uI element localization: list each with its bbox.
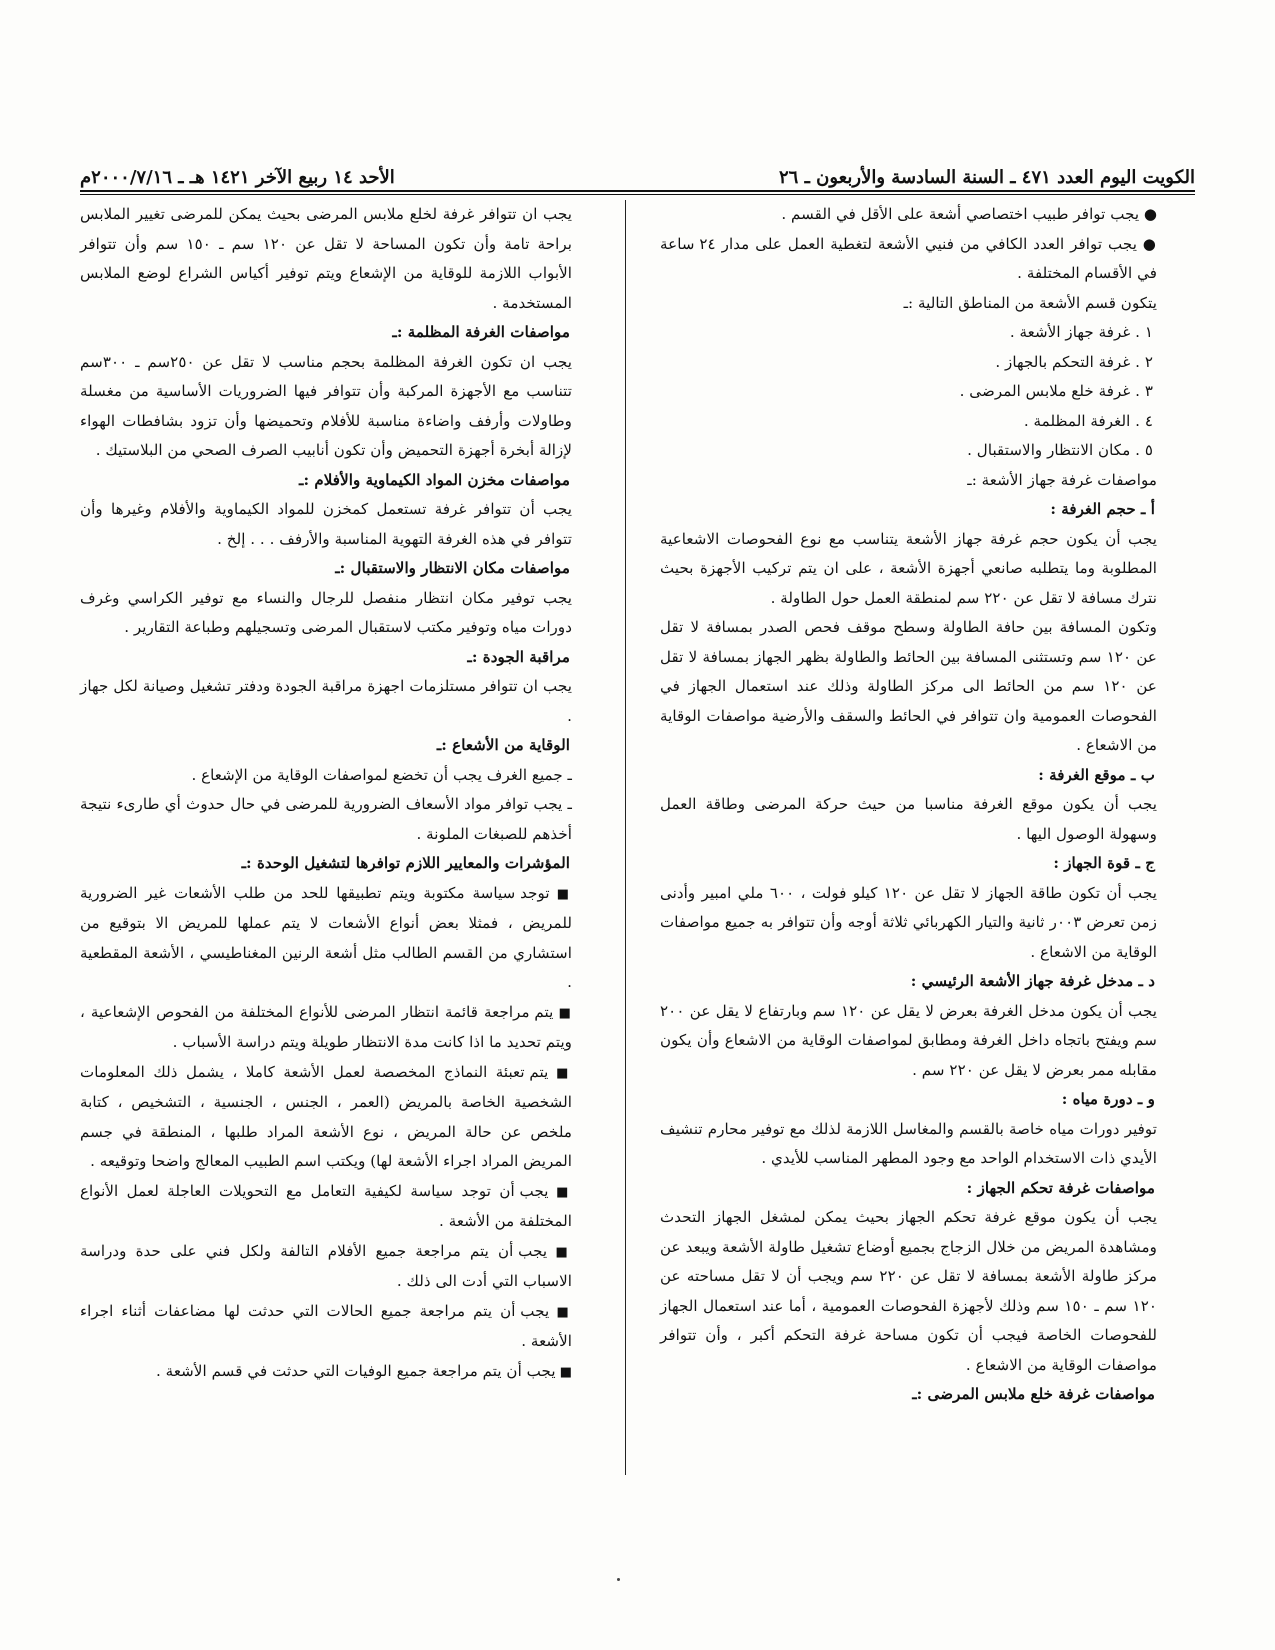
bullet-item: ■ يجب أن يتم مراجعة جميع الحالات التي حدثت لها مضاعفات أثناء اجراء الأشعة . [80,1297,610,1357]
list-item: ٣ . غرفة خلع ملابس المرضى . [959,382,1153,400]
paragraph: توفير دورات مياه خاصة بالقسم والمغاسل اللازمة لذلك مع توفير محارم تنشيف الأيدي ذات الاستخدام الواحد مع وجود المطهر المناسب للأيدي . [660,1119,1157,1167]
page-speck [617,1578,620,1581]
header-rule [80,190,1195,192]
bullet-item: ■ يجب أن يتم مراجعة جميع الوفيات التي حدثت في قسم الأشعة . [80,1357,610,1388]
list-item: ١ . غرفة جهاز الأشعة . [1009,323,1153,341]
paragraph: يجب أن يكون موقع غرفة تحكم الجهاز بحيث يمكن لمشغل الجهاز التحدث ومشاهدة المريض من خلال الزجاج بجميع أوضاع تشغيل طاولة الأشعة ويبعد عن مركز طاولة الأشعة بمسافة لا تقل عن ٢٢٠ سم ويجب أن لا تقل مساحته عن ١٢٠ سم ـ ١٥٠ سم وذلك لأجهزة الفحوصات العمومية ، أما عند استعمال الجهاز للفحوصات الخاصة فيجب أن تكون مساحة غرفة التحكم أكبر ، وأن تتوافر مواصفات الوقاية من الاشعاع . [660,1208,1158,1374]
section-heading: مواصفات غرفة خلع ملابس المرضى :ـ [912,1385,1155,1403]
section-heading: مواصفات الغرفة المظلمة :ـ [392,323,570,341]
bullet-item: ● يجب توافر العدد الكافي من فنيي الأشعة لتغطية العمل على مدار ٢٤ ساعة في الأقسام المختلفة . [660,230,1195,289]
list-item: ٥ . مكان الانتظار والاستقبال . [967,441,1153,459]
list-item: ٢ . غرفة التحكم بالجهاز . [995,352,1153,371]
paragraph: يجب أن تتوافر غرفة تستعمل كمخزن للمواد الكيماوية والأفلام وغيرها وأن تتوافر في هذه الغرفة التهوية المناسبة والأرفف . . . إلخ . [80,500,572,548]
section-heading: أ ـ حجم الغرفة : [1050,500,1155,518]
section-heading: مراقبة الجودة :ـ [467,647,570,666]
bullet-item: ■ توجد سياسة مكتوبة ويتم تطبيقها للحد من طلب الأشعات غير الضرورية للمريض ، فمثلا بعض أنواع الأشعات لا يتم عملها للمريض الا بتوقيع من استشاري من القسم الطالب مثل أشعة الرنين المغناطيسي ، الأشعة المقطعية . [80,879,610,998]
header-rule-thin [80,194,1195,195]
paragraph: يجب أن يكون حجم غرفة جهاز الأشعة يتناسب مع نوع الفحوصات الاشعاعية المطلوبة وما يتطلبه صانعي أجهزة الأشعة ، على ان يتم تركيب الأجهزة بحيث نترك مسافة لا تقل عن ٢٢٠ سم لمنطقة العمل حول الطاولة . [660,529,1157,607]
section-heading: ج ـ قوة الجهاز : [1053,854,1155,872]
right-column [660,200,1195,1410]
section-heading: مواصفات مكان الانتظار والاستقبال :ـ [335,559,570,577]
bullet-item: ● يجب توافر طبيب اختصاصي أشعة على الأقل في القسم . [660,200,1195,230]
paragraph: يجب ان تكون الغرفة المظلمة بحجم مناسب لا تقل عن ٢٥٠سم ـ ٣٠٠سم تتناسب مع الأجهزة المركبة وأن تتوافر فيها الضروريات الأساسية من مغسلة وطاولات وأرفف واضاءة مناسبة للأفلام وتحميضها وأن تزود بشافطات الهواء لإزالة أبخرة أجهزة التحميض وأن تكون أنابيب الصرف الصحي من البلاستيك . [80,352,572,459]
paragraph: مواصفات غرفة جهاز الأشعة :ـ [967,470,1157,489]
bullet-item: ■ يتم تعبئة النماذج المخصصة لعمل الأشعة كاملا ، يشمل ذلك المعلومات الشخصية الخاصة بالمريض (العمر ، الجنس ، الجنسية ، التشخيص ، كتابة ملخص عن حالة المريض ، نوع الأشعة المراد طلبها ، المنطقة في جسم المريض المراد اجراء الأشعة لها) ويكتب اسم الطبيب المعالج واضحا وتوقيعه . [80,1058,610,1177]
paragraph: ـ جميع الغرف يجب أن تخضع لمواصفات الوقاية من الإشعاع . [191,765,572,784]
paragraph: يجب ان تتوافر مستلزمات اجهزة مراقبة الجودة ودفتر تشغيل وصيانة لكل جهاز . [80,677,572,725]
list-item: ٤ . الغرفة المظلمة . [1023,411,1153,430]
bullet-item: ■ يجب أن يتم مراجعة جميع الأفلام التالفة ولكل فني على حدة ودراسة الاسباب التي أدت الى ذلك . [80,1237,610,1297]
paragraph: وتكون المسافة بين حافة الطاولة وسطح موقف فحص الصدر بمسافة لا تقل عن ١٢٠ سم وتستثنى المسافة بين الحائط والطاولة بظهر الجهاز بمسافة لا تقل عن ١٢٠ سم من الحائط الى مركز الطاولة وذلك عند استعمال الجهاز في الفحوصات العمومية وان تتوافر في الحائط والسقف والأرضية مواصفات الوقاية من الاشعاع . [660,618,1157,754]
paragraph: يجب ان تتوافر غرفة لخلع ملابس المرضى بحيث يمكن للمرضى تغيير الملابس براحة تامة وأن تكون المساحة لا تقل عن ١٢٠ سم ـ ١٥٠ سم وأن تتوافر الأبواب اللازمة للوقاية من الإشعاع ويتم توفير أكياس الشراع لوضع الملابس المستخدمة . [80,205,572,312]
section-heading: المؤشرات والمعايير اللازم توافرها لتشغيل الوحدة :ـ [241,854,570,872]
paragraph: يجب أن يكون موقع الغرفة مناسبا من حيث حركة المرضى وطاقة العمل وسهولة الوصول اليها . [660,795,1157,843]
bullet-item: ■ يتم مراجعة قائمة انتظار المرضى للأنواع المختلفة من الفحوص الإشعاعية ، ويتم تحديد ما اذا كانت مدة الانتظار طويلة ويتم دراسة الأسباب . [80,998,610,1058]
bullet-item: ■ يجب أن توجد سياسة لكيفية التعامل مع التحويلات العاجلة لعمل الأنواع المختلفة من الأشعة . [80,1177,610,1237]
section-heading: مواصفات مخزن المواد الكيماوية والأفلام :ـ [299,470,570,489]
section-heading: و ـ دورة مياه : [1061,1090,1155,1108]
section-heading: د ـ مدخل غرفة جهاز الأشعة الرئيسي : [910,972,1155,990]
section-heading: الوقاية من الأشعاع :ـ [436,736,570,754]
left-column [80,200,610,1387]
paragraph: يجب توفير مكان انتظار منفصل للرجال والنساء مع توفير الكراسي وغرف دورات مياه وتوفير مكتب لاستقبال المرضى وتسجيلهم وطباعة التقارير . [80,588,572,636]
page-header [80,158,1195,188]
header-date: الأحد ١٤ ربيع الآخر ١٤٢١ هـ ـ ٢٠٠٠/٧/١٦م [80,167,395,188]
paragraph: يتكون قسم الأشعة من المناطق التالية :ـ [903,293,1157,312]
column-divider [625,200,626,1475]
section-heading: ب ـ موقع الغرفة : [1038,765,1155,784]
section-heading: مواصفات غرفة تحكم الجهاز : [966,1178,1155,1197]
header-publication-info: الكويت اليوم العدد ٤٧١ ـ السنة السادسة والأربعون ـ ٢٦ [779,167,1195,188]
paragraph: ـ يجب توافر مواد الأسعاف الضرورية للمرضى في حال حدوث أي طارىء نتيجة أخذهم للصبغات الملونة . [80,795,572,843]
paragraph: يجب أن يكون مدخل الغرفة بعرض لا يقل عن ١٢٠ سم وبارتفاع لا يقل عن ٢٠٠ سم ويفتح باتجاه داخل الغرفة ومطابق لمواصفات الوقاية من الاشعاع وأن يكون مقابله ممر بعرض لا يقل عن ٢٢٠ سم . [660,1001,1157,1079]
paragraph: يجب أن تكون طاقة الجهاز لا تقل عن ١٢٠ كيلو فولت ، ٦٠٠ ملي امبير وأدنى زمن تعرض ٠٠٣ر ثانية والتيار الكهربائي ثلاثة أوجه وأن تتوافر به جميع مواصفات الوقاية من الاشعاع . [660,883,1157,961]
